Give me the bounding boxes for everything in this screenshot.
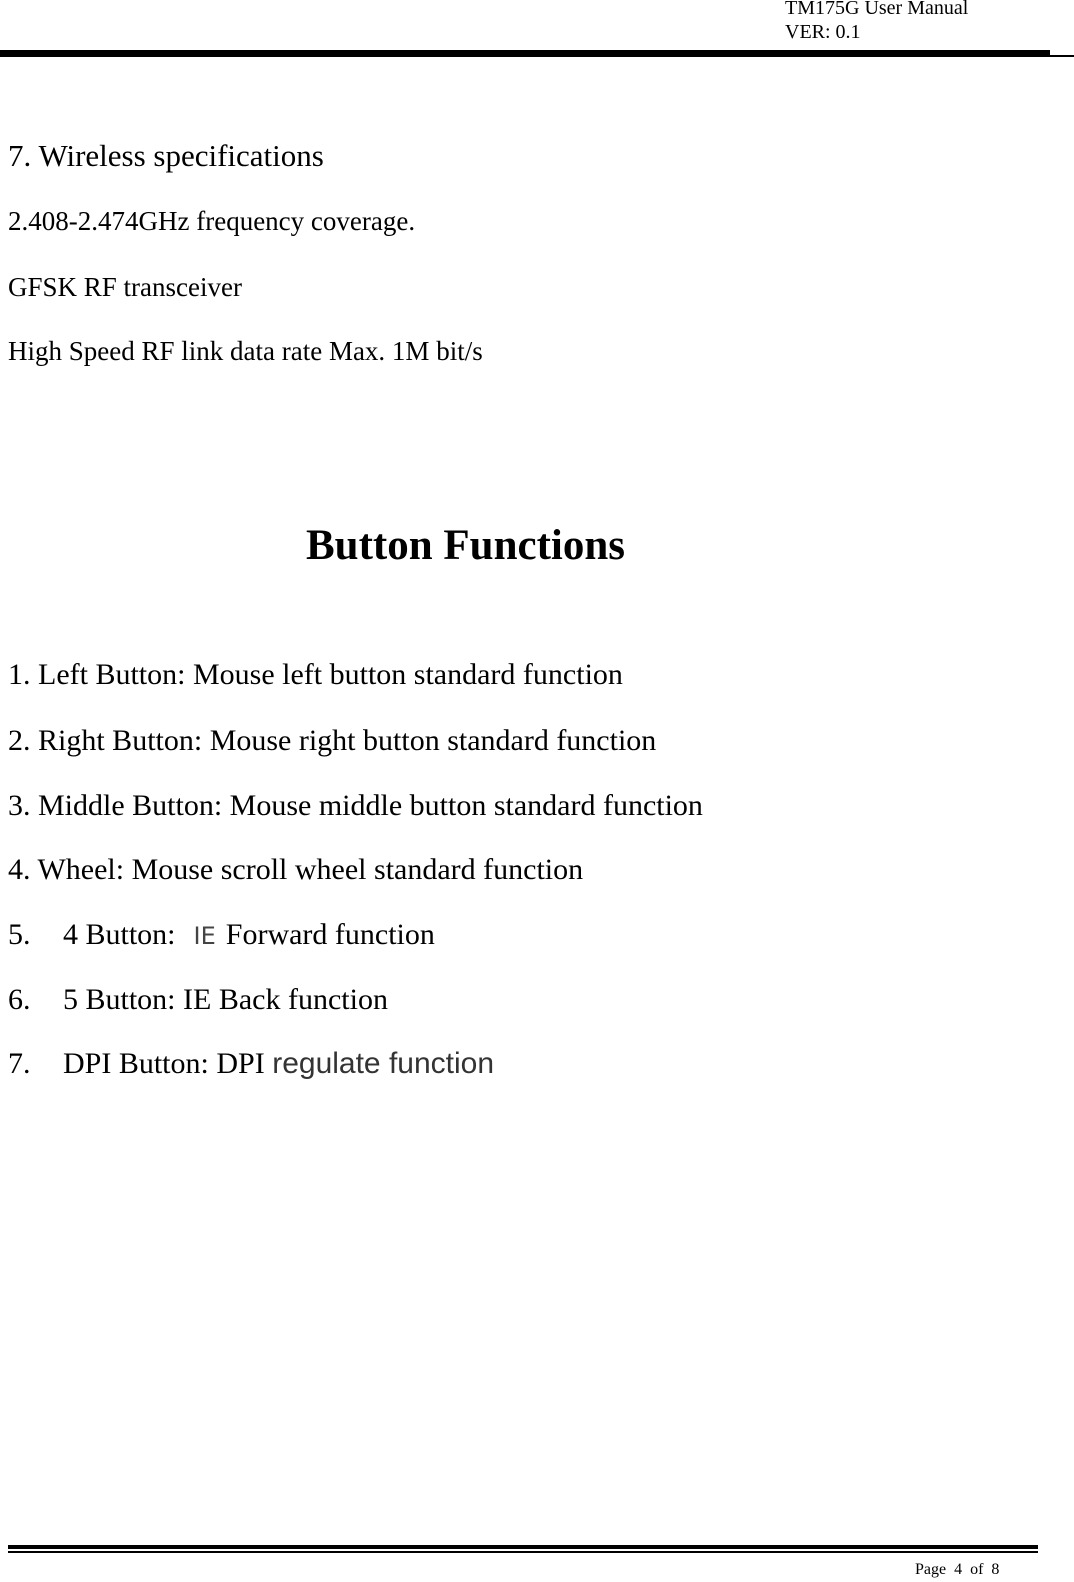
item-text: regulate function bbox=[272, 1047, 495, 1080]
list-item-dpi-button bbox=[8, 1045, 494, 1083]
header-divider-tail bbox=[1050, 55, 1074, 57]
item-text: 5 Button: IE Back function bbox=[63, 983, 388, 1016]
footer-divider-thin bbox=[8, 1551, 1038, 1553]
header-divider bbox=[0, 50, 1050, 57]
document-header bbox=[785, 0, 968, 44]
list-item-wheel: 4. Wheel: Mouse scroll wheel standard function bbox=[8, 853, 584, 886]
list-item-right-button: 2. Right Button: Mouse right button standard function bbox=[8, 724, 657, 757]
list-item-4-button bbox=[8, 916, 435, 955]
spec-transceiver: GFSK RF transceiver bbox=[8, 272, 242, 302]
list-item-5-button bbox=[8, 981, 388, 1019]
list-item-left-button: 1. Left Button: Mouse left button standard function bbox=[8, 658, 623, 691]
ie-label: IE bbox=[193, 922, 216, 950]
button-functions-title: Button Functions bbox=[306, 522, 625, 569]
footer-divider bbox=[8, 1545, 1038, 1549]
item-label: 4 Button: bbox=[63, 918, 176, 951]
wireless-heading: 7. Wireless specifications bbox=[8, 138, 324, 173]
spec-data-rate: High Speed RF link data rate Max. 1M bit/s bbox=[8, 336, 483, 366]
list-number: 7. bbox=[8, 1047, 31, 1080]
spec-frequency: 2.408-2.474GHz frequency coverage. bbox=[8, 206, 416, 236]
list-number: 6. bbox=[8, 983, 31, 1016]
list-item-middle-button: 3. Middle Button: Mouse middle button standard function bbox=[8, 789, 703, 822]
list-number: 5. bbox=[8, 918, 31, 951]
manual-title: TM175G User Manual bbox=[785, 0, 969, 19]
version-label: VER: 0.1 bbox=[785, 21, 861, 43]
page-number: Page 4 of 8 bbox=[915, 1561, 1000, 1578]
item-label: DPI Button: DPI bbox=[63, 1047, 265, 1080]
item-text: Forward function bbox=[225, 918, 435, 951]
